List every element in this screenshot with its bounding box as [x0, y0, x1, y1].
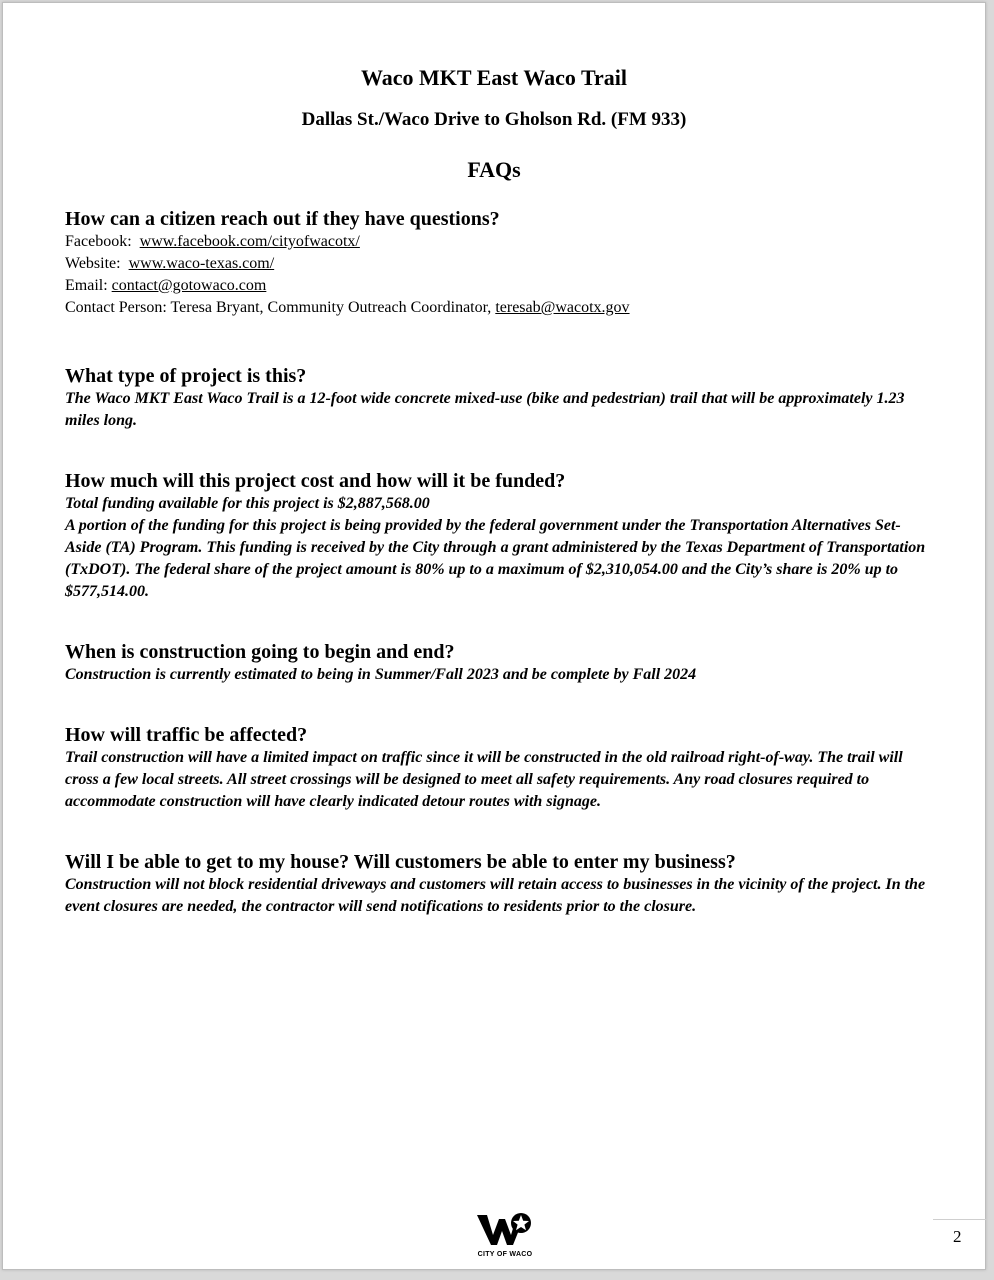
website-label: Website:: [65, 255, 121, 272]
document-subtitle: Dallas St./Waco Drive to Gholson Rd. (FM 933): [301, 109, 687, 130]
faq-question: How will traffic be affected?: [65, 724, 308, 746]
faq-project-type: [65, 364, 935, 432]
faq-traffic: [65, 723, 935, 813]
facebook-label: Facebook:: [65, 233, 132, 250]
faq-cost-funding: [65, 469, 935, 603]
faq-answer: Trail construction will have a limited impact on traffic since it will be constructed in the old railroad right-of-way. The trail will cross a few local streets. All street crossings will be designed to meet all safety requirements. Any road closures required to accommodate construction will have clearly indicated detour routes with signage.: [65, 749, 903, 810]
facebook-link[interactable]: www.facebook.com/cityofwacotx/: [139, 233, 360, 250]
faq-question: How much will this project cost and how will it be funded?: [65, 470, 566, 492]
website-link[interactable]: www.waco-texas.com/: [128, 255, 275, 272]
contact-person-email-link[interactable]: teresab@wacotx.gov: [495, 299, 630, 316]
faq-answer: Construction will not block residential driveways and customers will retain access to businesses in the vicinity of the project. In the event closures are needed, the contractor will send notifications to residents prior to the closure.: [65, 876, 926, 915]
logo-caption: CITY OF WACO: [477, 1251, 533, 1258]
section-heading: FAQs: [467, 157, 521, 182]
faq-contact: [65, 207, 935, 319]
faq-question: When is construction going to begin and end?: [65, 641, 455, 663]
page-number: 2: [953, 1227, 962, 1246]
website-line: [65, 253, 935, 275]
faq-answer: A portion of the funding for this project is being provided by the federal government under the Transportation Alternatives Set-Aside (TA) Program. This funding is received by the City through a grant administered by the Texas Department of Transportation (TxDOT). The federal share of the project amount is 80% up to a maximum of $2,310,054.00 and the City’s share is 20% up to $577,514.00.: [65, 517, 926, 600]
faq-answer-total: Total funding available for this project is $2,887,568.00: [65, 495, 430, 512]
contact-person-label: Contact Person: Teresa Bryant, Community Outreach Coordinator,: [65, 299, 492, 316]
page-number-rule: [933, 1219, 987, 1220]
facebook-line: [65, 231, 935, 253]
faq-question: How can a citizen reach out if they have questions?: [65, 208, 500, 230]
faq-question: What type of project is this?: [65, 365, 307, 387]
document-page: [2, 2, 986, 1270]
document-title: Waco MKT East Waco Trail: [360, 65, 628, 90]
city-of-waco-logo: [455, 1209, 555, 1258]
faq-access: [65, 850, 935, 918]
faq-construction-schedule: [65, 640, 935, 686]
faq-question: Will I be able to get to my house? Will customers be able to enter my business?: [65, 851, 736, 873]
email-link[interactable]: contact@gotowaco.com: [111, 277, 267, 294]
faq-answer: Construction is currently estimated to being in Summer/Fall 2023 and be complete by Fall 2024: [65, 666, 697, 683]
waco-w-star-icon: [473, 1209, 537, 1249]
contact-person-line: [65, 297, 935, 319]
faq-list: [65, 207, 935, 918]
email-line: [65, 275, 935, 297]
faq-answer: The Waco MKT East Waco Trail is a 12-foot wide concrete mixed-use (bike and pedestrian) trail that will be approximately 1.23 miles long.: [65, 390, 905, 429]
email-label: Email:: [65, 277, 108, 294]
